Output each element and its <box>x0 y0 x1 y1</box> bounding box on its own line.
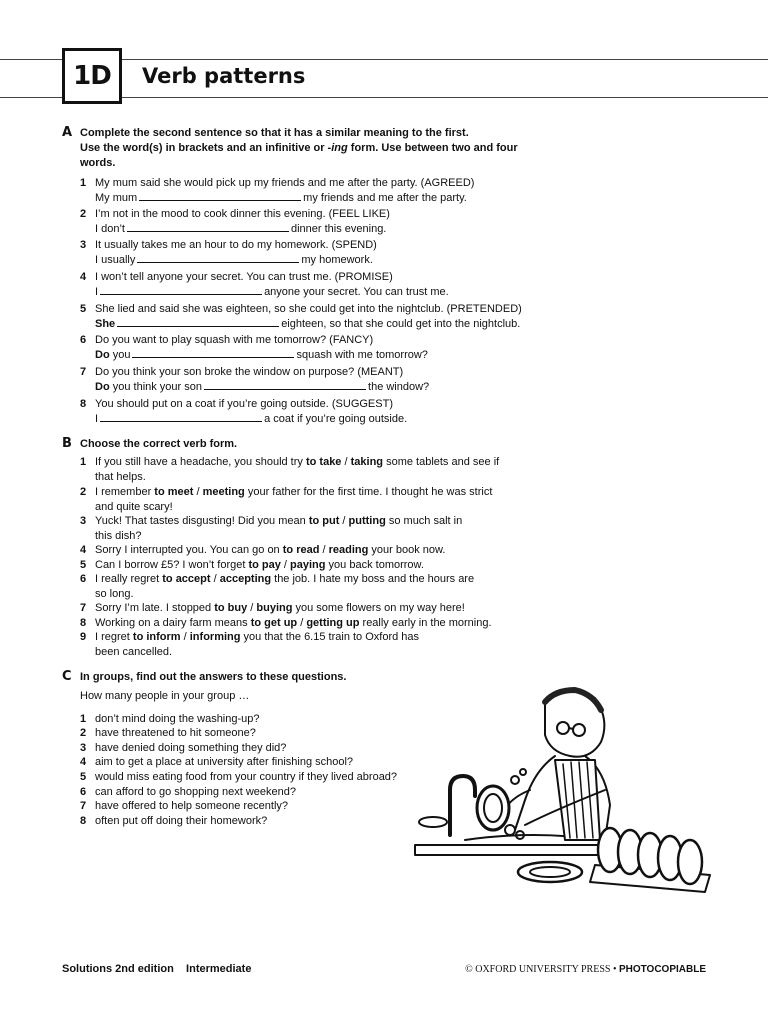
option-2[interactable]: getting up <box>306 617 360 629</box>
section-b-instruction: Choose the correct verb form. <box>80 438 238 450</box>
option-2[interactable]: accepting <box>219 573 272 585</box>
item-text: I regret to inform / informing you that the 6.15 train to Oxford has <box>95 631 420 643</box>
item-text: Sorry I interrupted you. You can go on to read / reading your book now. <box>95 544 446 556</box>
text-after: the job. I hate my boss and the hours are <box>271 573 475 585</box>
rewrite-bold-start: Do <box>95 381 110 393</box>
item-text: have offered to help someone recently? <box>95 800 289 812</box>
option-1[interactable]: to get up <box>250 617 298 629</box>
item-text: Sorry I’m late. I stopped to buy / buying you some flowers on my way here! <box>95 602 465 614</box>
item-rewrite <box>95 412 550 427</box>
item-text: aim to get a place at university after finishing school? <box>95 756 354 768</box>
item-number: 2 <box>80 486 87 498</box>
item-number: 8 <box>80 815 87 827</box>
text-continuation: so long. <box>95 588 134 600</box>
exercise-b-item-1 <box>80 455 550 485</box>
page-title: Verb patterns <box>142 64 306 88</box>
rewrite-end: anyone your secret. You can trust me. <box>264 286 449 298</box>
rewrite-end: the window? <box>368 381 430 393</box>
item-text: would miss eating food from your country if they lived abroad? <box>95 771 398 783</box>
item-text: Can I borrow £5? I won’t forget to pay / paying you back tomorrow. <box>95 559 424 571</box>
item-number: 5 <box>80 303 87 315</box>
unit-badge <box>62 48 122 104</box>
item-number: 3 <box>80 239 87 251</box>
option-1[interactable]: to pay <box>248 559 281 571</box>
unit-number: 1D <box>73 61 111 91</box>
option-1[interactable]: to inform <box>132 631 181 643</box>
item-rewrite <box>95 380 550 395</box>
item-rewrite <box>95 253 550 268</box>
item-text: often put off doing their homework? <box>95 815 268 827</box>
item-text: Working on a dairy farm means to get up / getting up really early in the morning. <box>95 617 492 629</box>
section-b-letter: B <box>62 436 72 451</box>
exercise-a-item-3 <box>80 238 550 268</box>
item-sentence: She lied and said she was eighteen, so she could get into the nightclub. (PRETENDED) <box>95 303 522 315</box>
item-number: 4 <box>80 756 87 768</box>
item-number: 6 <box>80 334 87 346</box>
rewrite-end: my friends and me after the party. <box>303 192 467 204</box>
item-number: 1 <box>80 177 87 189</box>
instruction-line-2 <box>80 141 540 156</box>
text-after: you back tomorrow. <box>325 559 424 571</box>
rewrite-start: She <box>95 318 116 330</box>
option-1[interactable]: to take <box>305 456 342 468</box>
text-after: you some flowers on my way here! <box>292 602 465 614</box>
item-sentence: My mum said she would pick up my friends and me after the party. (AGREED) <box>95 177 475 189</box>
option-2[interactable]: informing <box>189 631 241 643</box>
item-text: Yuck! That tastes disgusting! Did you mean to put / putting so much salt in <box>95 515 463 527</box>
answer-blank[interactable] <box>132 348 294 358</box>
instruction-line-1: Complete the second sentence so that it has a similar meaning to the first. <box>80 127 469 139</box>
item-rewrite <box>95 317 550 332</box>
item-sentence: Do you want to play squash with me tomorrow? (FANCY) <box>95 334 374 346</box>
rewrite-start: I usually <box>95 254 136 266</box>
item-number: 8 <box>80 617 87 629</box>
copyright-text: © OXFORD UNIVERSITY PRESS • <box>465 964 617 975</box>
item-number: 6 <box>80 573 87 585</box>
text-before: Sorry I interrupted you. You can go on <box>95 544 283 556</box>
item-number: 5 <box>80 559 87 571</box>
option-2[interactable]: putting <box>348 515 386 527</box>
item-sentence: Do you think your son broke the window on purpose? (MEANT) <box>95 366 404 378</box>
exercise-a-item-4 <box>80 270 550 300</box>
option-2[interactable]: reading <box>328 544 369 556</box>
exercise-a-item-8 <box>80 397 550 427</box>
text-before: Working on a dairy farm means <box>95 617 251 629</box>
option-1[interactable]: to put <box>308 515 340 527</box>
answer-blank[interactable] <box>100 285 262 295</box>
text-continuation: and quite scary! <box>95 501 173 513</box>
item-number: 2 <box>80 727 87 739</box>
item-text: can afford to go shopping next weekend? <box>95 786 297 798</box>
item-sentence: You should put on a coat if you’re going outside. (SUGGEST) <box>95 398 393 410</box>
text-continuation: been cancelled. <box>95 646 173 658</box>
item-text: have denied doing something they did? <box>95 742 287 754</box>
exercise-b-item-9 <box>80 630 550 660</box>
rewrite-end: a coat if you’re going outside. <box>264 413 408 425</box>
instruction-part: Use the word(s) in brackets and an infinitive or - <box>80 142 332 154</box>
section-a-letter: A <box>62 125 73 140</box>
text-before: I remember <box>95 486 155 498</box>
footer-copyright <box>465 964 706 975</box>
exercise-b-item-5 <box>80 558 550 573</box>
item-text: I remember to meet / meeting your father for the first time. I thought he was strict <box>95 486 493 498</box>
option-1[interactable]: to read <box>282 544 320 556</box>
text-before: If you still have a headache, you should try <box>95 456 306 468</box>
answer-blank[interactable] <box>117 317 279 327</box>
text-continuation: that helps. <box>95 471 146 483</box>
text-before: Can I borrow £5? I won’t forget <box>95 559 249 571</box>
item-text: If you still have a headache, you should try to take / taking some tablets and see if <box>95 456 500 468</box>
item-number: 7 <box>80 800 87 812</box>
section-a-instruction <box>80 126 540 171</box>
option-1[interactable]: to accept <box>162 573 211 585</box>
text-before: Sorry I’m late. I stopped <box>95 602 215 614</box>
exercise-b-item-4 <box>80 543 550 558</box>
exercise-b-item-3 <box>80 514 550 544</box>
answer-blank[interactable] <box>204 380 366 390</box>
exercise-b-item-7 <box>80 601 550 616</box>
section-c-instruction: In groups, find out the answers to these questions. <box>80 671 347 683</box>
rewrite-end: squash with me tomorrow? <box>296 349 428 361</box>
instruction-italic: ing <box>331 142 348 154</box>
text-after: so much salt in <box>385 515 463 527</box>
item-rewrite <box>95 191 550 206</box>
item-number: 4 <box>80 544 87 556</box>
rewrite-start: My mum <box>95 192 138 204</box>
exercise-b-item-6 <box>80 572 550 602</box>
exercise-b-item-2 <box>80 485 550 515</box>
item-number: 3 <box>80 515 87 527</box>
item-text: I really regret to accept / accepting the job. I hate my boss and the hours are <box>95 573 475 585</box>
section-c-letter: C <box>62 669 72 684</box>
item-number: 7 <box>80 366 87 378</box>
photocopiable-label: PHOTOCOPIABLE <box>618 964 706 975</box>
text-after: you that the 6.15 train to Oxford has <box>240 631 420 643</box>
washing-up-illustration <box>405 680 720 895</box>
item-sentence: It usually takes me an hour to do my homework. (SPEND) <box>95 239 377 251</box>
item-number: 4 <box>80 271 87 283</box>
item-rewrite <box>95 348 550 363</box>
section-c-lead: How many people in your group … <box>80 690 250 702</box>
instruction-line-3: words. <box>80 157 116 169</box>
item-number: 8 <box>80 398 87 410</box>
option-2[interactable]: buying <box>256 602 293 614</box>
item-sentence: I won’t tell anyone your secret. You can trust me. (PROMISE) <box>95 271 393 283</box>
item-rewrite <box>95 285 550 300</box>
exercise-a-item-5 <box>80 302 550 332</box>
answer-blank[interactable] <box>127 222 289 232</box>
exercise-b-item-8 <box>80 616 550 631</box>
item-number: 2 <box>80 208 87 220</box>
item-number: 5 <box>80 771 87 783</box>
text-after: really early in the morning. <box>359 617 492 629</box>
rewrite-start: I <box>95 413 99 425</box>
rewrite-start: you <box>109 349 131 361</box>
item-number: 6 <box>80 786 87 798</box>
text-after: some tablets and see if <box>383 456 500 468</box>
exercise-a-item-1 <box>80 176 550 206</box>
item-rewrite <box>95 222 550 237</box>
rewrite-start: I <box>95 286 99 298</box>
answer-blank[interactable] <box>100 412 262 422</box>
item-text: have threatened to hit someone? <box>95 727 256 739</box>
item-sentence: I’m not in the mood to cook dinner this evening. (FEEL LIKE) <box>95 208 390 220</box>
footer-book-title: Solutions 2nd edition Intermediate <box>62 963 252 975</box>
rewrite-end: my homework. <box>301 254 373 266</box>
option-1[interactable]: to meet <box>154 486 194 498</box>
item-text: don’t mind doing the washing-up? <box>95 713 260 725</box>
exercise-a-item-7 <box>80 365 550 395</box>
rewrite-end: dinner this evening. <box>290 223 387 235</box>
option-2[interactable]: meeting <box>202 486 245 498</box>
text-before: I regret <box>95 631 133 643</box>
item-number: 1 <box>80 456 87 468</box>
item-number: 3 <box>80 742 87 754</box>
answer-blank[interactable] <box>137 253 299 263</box>
rewrite-end: eighteen, so that she could get into the nightclub. <box>281 318 521 330</box>
rewrite-bold-start: Do <box>95 349 110 361</box>
text-after: your father for the first time. I thought he was strict <box>244 486 493 498</box>
item-number: 1 <box>80 713 87 725</box>
option-2[interactable]: taking <box>350 456 384 468</box>
item-number: 7 <box>80 602 87 614</box>
rewrite-start: you think your son <box>109 381 203 393</box>
text-before: I really regret <box>95 573 163 585</box>
text-after: your book now. <box>368 544 446 556</box>
exercise-a-item-6 <box>80 333 550 363</box>
option-1[interactable]: to buy <box>214 602 248 614</box>
answer-blank[interactable] <box>139 191 301 201</box>
text-before: Yuck! That tastes disgusting! Did you mean <box>95 515 309 527</box>
instruction-part: form. Use between two and four <box>347 142 518 154</box>
option-2[interactable]: paying <box>290 559 326 571</box>
text-continuation: this dish? <box>95 530 142 542</box>
rewrite-start: I don’t <box>95 223 125 235</box>
exercise-a-item-2 <box>80 207 550 237</box>
item-number: 9 <box>80 631 87 643</box>
